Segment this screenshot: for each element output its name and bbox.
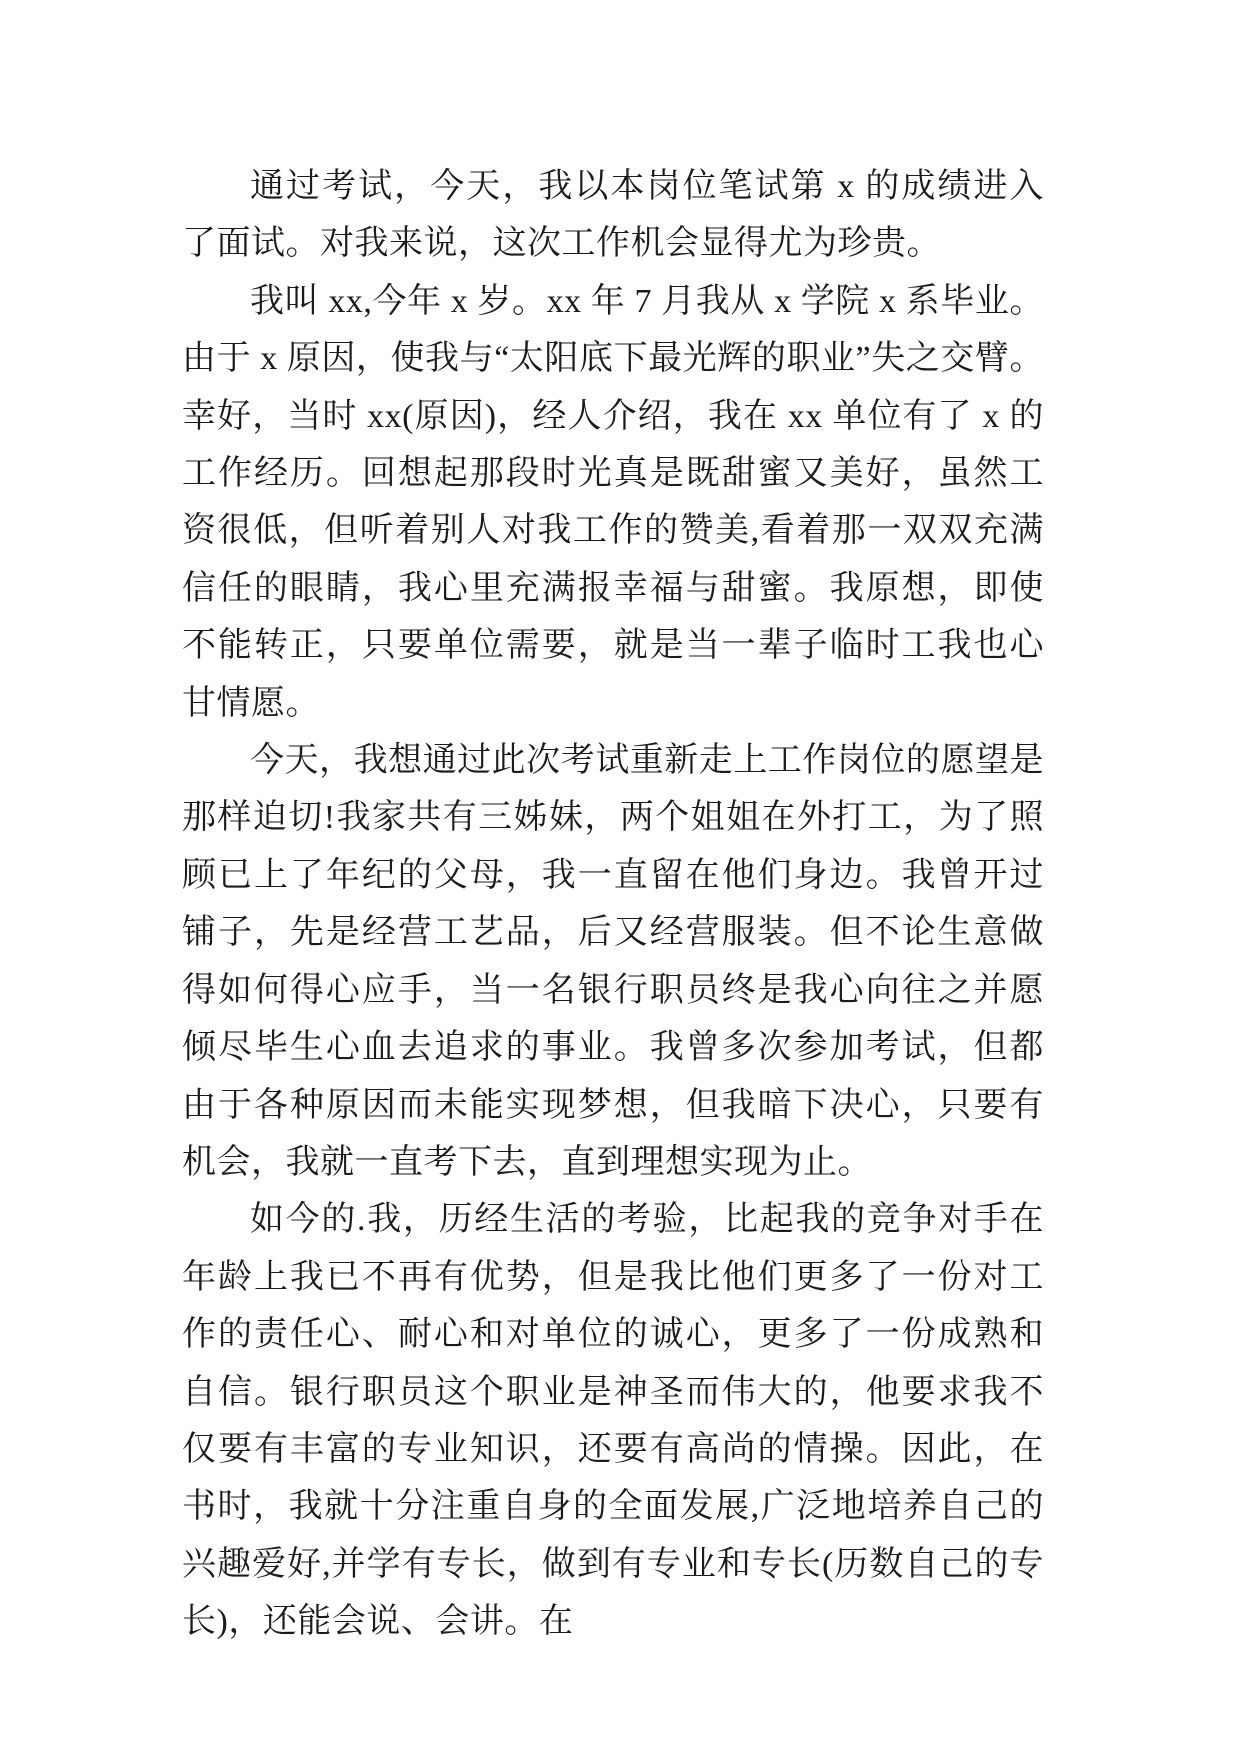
document-body (182, 158, 1044, 1651)
paragraph: 我叫 xx,今年 x 岁。xx 年 7 月我从 x 学院 x 系毕业。由于 x 原因，使我与“太阳底下最光辉的职业”失之交臂。幸好，当时 xx(原因)，经人介绍，我在 xx 单位有了 x 的工作经历。回想起那段时光真是既甜蜜又美好，虽然工资很低，但听着别人对我工作的赞美,看着那一双双充满信任的眼睛，我心里充满报幸福与甜蜜。我原想，即使不能转正，只要单位需要，就是当一辈子临时工我也心甘情愿。 (182, 282, 1044, 722)
paragraph: 今天，我想通过此次考试重新走上工作岗位的愿望是那样迫切!我家共有三姊妹，两个姐姐在外打工，为了照顾已上了年纪的父母，我一直留在他们身边。我曾开过铺子，先是经营工艺品，后又经营服装。但不论生意做得如何得心应手，当一名银行职员终是我心向往之并愿倾尽毕生心血去追求的事业。我曾多次参加考试，但都由于各种原因而未能实现梦想，但我暗下决心，只要有机会，我就一直考下去，直到理想实现为止。 (182, 742, 1044, 1181)
paragraph: 通过考试，今天，我以本岗位笔试第 x 的成绩进入了面试。对我来说，这次工作机会显得尤为珍贵。 (182, 168, 1044, 263)
paragraph: 如今的.我，历经生活的考验，比起我的竞争对手在年龄上我已不再有优势，但是我比他们更多了一份对工作的责任心、耐心和对单位的诚心，更多了一份成熟和自信。银行职员这个职业是神圣而伟大的，他要求我不仅要有丰富的专业知识，还要有高尚的情操。因此，在书时，我就十分注重自身的全面发展,广泛地培养自己的兴趣爱好,并学有专长，做到有专业和专长(历数自己的专长)，还能会说、会讲。在 (182, 1201, 1044, 1641)
